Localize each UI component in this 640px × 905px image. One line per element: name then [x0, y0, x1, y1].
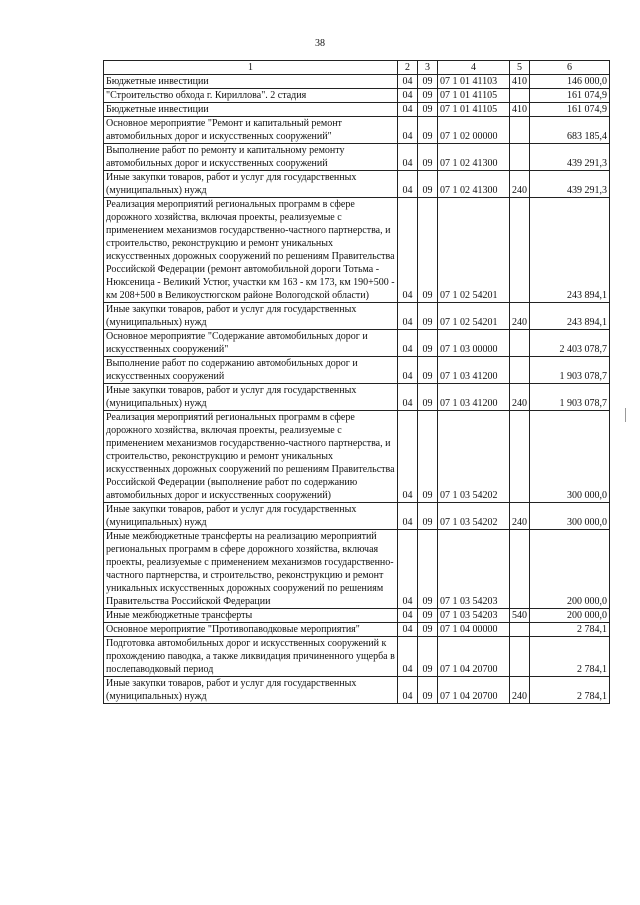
table-row: [104, 623, 610, 637]
cell-expense-type: [510, 357, 530, 384]
cell-subsection: 09: [418, 144, 438, 171]
cell-amount: 161 074,9: [530, 103, 610, 117]
table-row: [104, 117, 610, 144]
cell-target-article: 07 1 01 41105: [438, 89, 510, 103]
cell-amount: 2 784,1: [530, 637, 610, 677]
cell-section: 04: [398, 623, 418, 637]
cell-section: 04: [398, 411, 418, 503]
cell-amount: 439 291,3: [530, 144, 610, 171]
table-row: [104, 103, 610, 117]
cell-subsection: 09: [418, 117, 438, 144]
cell-subsection: 09: [418, 384, 438, 411]
table-row: [104, 637, 610, 677]
table-row: [104, 677, 610, 704]
budget-table: [103, 60, 610, 704]
table-row: [104, 609, 610, 623]
cell-name: Иные закупки товаров, работ и услуг для государственных (муниципальных) нужд: [104, 171, 398, 198]
cell-section: 04: [398, 357, 418, 384]
cell-section: 04: [398, 677, 418, 704]
cell-expense-type: [510, 623, 530, 637]
cell-subsection: 09: [418, 303, 438, 330]
cell-subsection: 09: [418, 411, 438, 503]
cell-target-article: 07 1 02 00000: [438, 117, 510, 144]
cell-amount: 1 903 078,7: [530, 384, 610, 411]
cell-section: 04: [398, 530, 418, 609]
table-row: [104, 411, 610, 503]
cell-subsection: 09: [418, 530, 438, 609]
cell-section: 04: [398, 75, 418, 89]
cell-section: 04: [398, 609, 418, 623]
table-row: [104, 384, 610, 411]
column-header: 1: [104, 61, 398, 75]
cell-expense-type: [510, 198, 530, 303]
cell-subsection: 09: [418, 357, 438, 384]
cell-subsection: 09: [418, 503, 438, 530]
margin-mark: [625, 408, 626, 422]
cell-target-article: 07 1 03 54203: [438, 530, 510, 609]
cell-amount: 2 784,1: [530, 677, 610, 704]
cell-subsection: 09: [418, 75, 438, 89]
cell-target-article: 07 1 01 41105: [438, 103, 510, 117]
cell-name: Иные межбюджетные трансферты на реализацию мероприятий региональных программ в сфере дорожного хозяйства, включая проекты, реализуемые с применением механизмов государственно-частного партнерства, и строительство, реконструкцию и ремонт уникальных искусственных дорожных сооружений по решениям Правительства Российской Федерации: [104, 530, 398, 609]
cell-name: Реализация мероприятий региональных программ в сфере дорожного хозяйства, включая проекты, реализуемые с применением механизмов государственно-частного партнерства, и строительство, реконструкцию и ремонт уникальных искусственных дорожных сооружений по решениям Правительства Российской Федерации (ремонт автомобильной дороги Тотьма - Нюксеница - Великий Устюг, участки км 163 - км 173, км 190+500 - км 208+500 в Великоустюгском районе Вологодской области): [104, 198, 398, 303]
cell-amount: 200 000,0: [530, 530, 610, 609]
cell-name: Иные закупки товаров, работ и услуг для государственных (муниципальных) нужд: [104, 384, 398, 411]
cell-name: Основное мероприятие "Содержание автомобильных дорог и искусственных сооружений": [104, 330, 398, 357]
cell-expense-type: 240: [510, 303, 530, 330]
cell-amount: 243 894,1: [530, 198, 610, 303]
cell-expense-type: [510, 117, 530, 144]
cell-expense-type: [510, 144, 530, 171]
cell-target-article: 07 1 04 20700: [438, 637, 510, 677]
cell-name: Выполнение работ по содержанию автомобильных дорог и искусственных сооружений: [104, 357, 398, 384]
cell-section: 04: [398, 89, 418, 103]
cell-target-article: 07 1 03 00000: [438, 330, 510, 357]
cell-section: 04: [398, 117, 418, 144]
cell-subsection: 09: [418, 103, 438, 117]
cell-target-article: 07 1 02 41300: [438, 144, 510, 171]
table-body: [104, 75, 610, 704]
table-row: [104, 171, 610, 198]
cell-name: Подготовка автомобильных дорог и искусственных сооружений к прохождению паводка, а также ликвидация причиненного ущерба в послепаводковый период: [104, 637, 398, 677]
cell-expense-type: 410: [510, 75, 530, 89]
cell-target-article: 07 1 03 41200: [438, 384, 510, 411]
column-header: 2: [398, 61, 418, 75]
cell-amount: 1 903 078,7: [530, 357, 610, 384]
cell-expense-type: [510, 530, 530, 609]
cell-target-article: 07 1 02 41300: [438, 171, 510, 198]
cell-name: Бюджетные инвестиции: [104, 75, 398, 89]
cell-expense-type: 410: [510, 103, 530, 117]
cell-name: Иные закупки товаров, работ и услуг для государственных (муниципальных) нужд: [104, 503, 398, 530]
cell-section: 04: [398, 637, 418, 677]
cell-section: 04: [398, 503, 418, 530]
cell-section: 04: [398, 198, 418, 303]
cell-section: 04: [398, 384, 418, 411]
cell-name: Иные межбюджетные трансферты: [104, 609, 398, 623]
column-header: 4: [438, 61, 510, 75]
cell-name: Реализация мероприятий региональных программ в сфере дорожного хозяйства, включая проекты, реализуемые с применением механизмов государственно-частного партнерства, и строительство, реконструкцию и ремонт уникальных искусственных дорожных сооружений по решениям Правительства Российской Федерации (выполнение работ по содержанию автомобильных дорог и искусственных сооружений): [104, 411, 398, 503]
cell-target-article: 07 1 01 41103: [438, 75, 510, 89]
column-header: 3: [418, 61, 438, 75]
cell-expense-type: 240: [510, 171, 530, 198]
cell-amount: 146 000,0: [530, 75, 610, 89]
cell-subsection: 09: [418, 623, 438, 637]
cell-expense-type: [510, 89, 530, 103]
cell-amount: 2 784,1: [530, 623, 610, 637]
cell-section: 04: [398, 330, 418, 357]
cell-name: Основное мероприятие "Противопаводковые мероприятия": [104, 623, 398, 637]
cell-target-article: 07 1 04 00000: [438, 623, 510, 637]
cell-expense-type: 240: [510, 384, 530, 411]
cell-amount: 2 403 078,7: [530, 330, 610, 357]
cell-amount: 243 894,1: [530, 303, 610, 330]
cell-amount: 683 185,4: [530, 117, 610, 144]
table-row: [104, 357, 610, 384]
cell-target-article: 07 1 03 54202: [438, 503, 510, 530]
cell-expense-type: [510, 411, 530, 503]
table-row: [104, 530, 610, 609]
cell-name: Бюджетные инвестиции: [104, 103, 398, 117]
cell-section: 04: [398, 144, 418, 171]
cell-amount: 439 291,3: [530, 171, 610, 198]
page-number: 38: [315, 38, 325, 49]
cell-expense-type: [510, 637, 530, 677]
cell-expense-type: 540: [510, 609, 530, 623]
cell-target-article: 07 1 03 54203: [438, 609, 510, 623]
cell-subsection: 09: [418, 677, 438, 704]
table-row: [104, 198, 610, 303]
cell-name: Основное мероприятие "Ремонт и капитальный ремонт автомобильных дорог и искусственных сооружений": [104, 117, 398, 144]
cell-subsection: 09: [418, 89, 438, 103]
cell-expense-type: 240: [510, 503, 530, 530]
column-header: 5: [510, 61, 530, 75]
cell-target-article: 07 1 03 41200: [438, 357, 510, 384]
table-row: [104, 330, 610, 357]
table-row: [104, 89, 610, 103]
cell-amount: 300 000,0: [530, 411, 610, 503]
cell-subsection: 09: [418, 609, 438, 623]
table-row: [104, 303, 610, 330]
cell-target-article: 07 1 02 54201: [438, 303, 510, 330]
cell-subsection: 09: [418, 637, 438, 677]
table-row: [104, 144, 610, 171]
cell-subsection: 09: [418, 330, 438, 357]
cell-subsection: 09: [418, 198, 438, 303]
cell-section: 04: [398, 103, 418, 117]
table-header-row: [104, 61, 610, 75]
cell-name: Выполнение работ по ремонту и капитальному ремонту автомобильных дорог и искусственных сооружений: [104, 144, 398, 171]
cell-amount: 200 000,0: [530, 609, 610, 623]
cell-target-article: 07 1 03 54202: [438, 411, 510, 503]
cell-target-article: 07 1 02 54201: [438, 198, 510, 303]
cell-name: Иные закупки товаров, работ и услуг для государственных (муниципальных) нужд: [104, 677, 398, 704]
cell-amount: 161 074,9: [530, 89, 610, 103]
cell-expense-type: 240: [510, 677, 530, 704]
cell-name: Иные закупки товаров, работ и услуг для государственных (муниципальных) нужд: [104, 303, 398, 330]
cell-section: 04: [398, 171, 418, 198]
cell-name: "Строительство обхода г. Кириллова". 2 стадия: [104, 89, 398, 103]
cell-expense-type: [510, 330, 530, 357]
table-row: [104, 503, 610, 530]
cell-amount: 300 000,0: [530, 503, 610, 530]
column-header: 6: [530, 61, 610, 75]
cell-target-article: 07 1 04 20700: [438, 677, 510, 704]
cell-section: 04: [398, 303, 418, 330]
cell-subsection: 09: [418, 171, 438, 198]
table-row: [104, 75, 610, 89]
